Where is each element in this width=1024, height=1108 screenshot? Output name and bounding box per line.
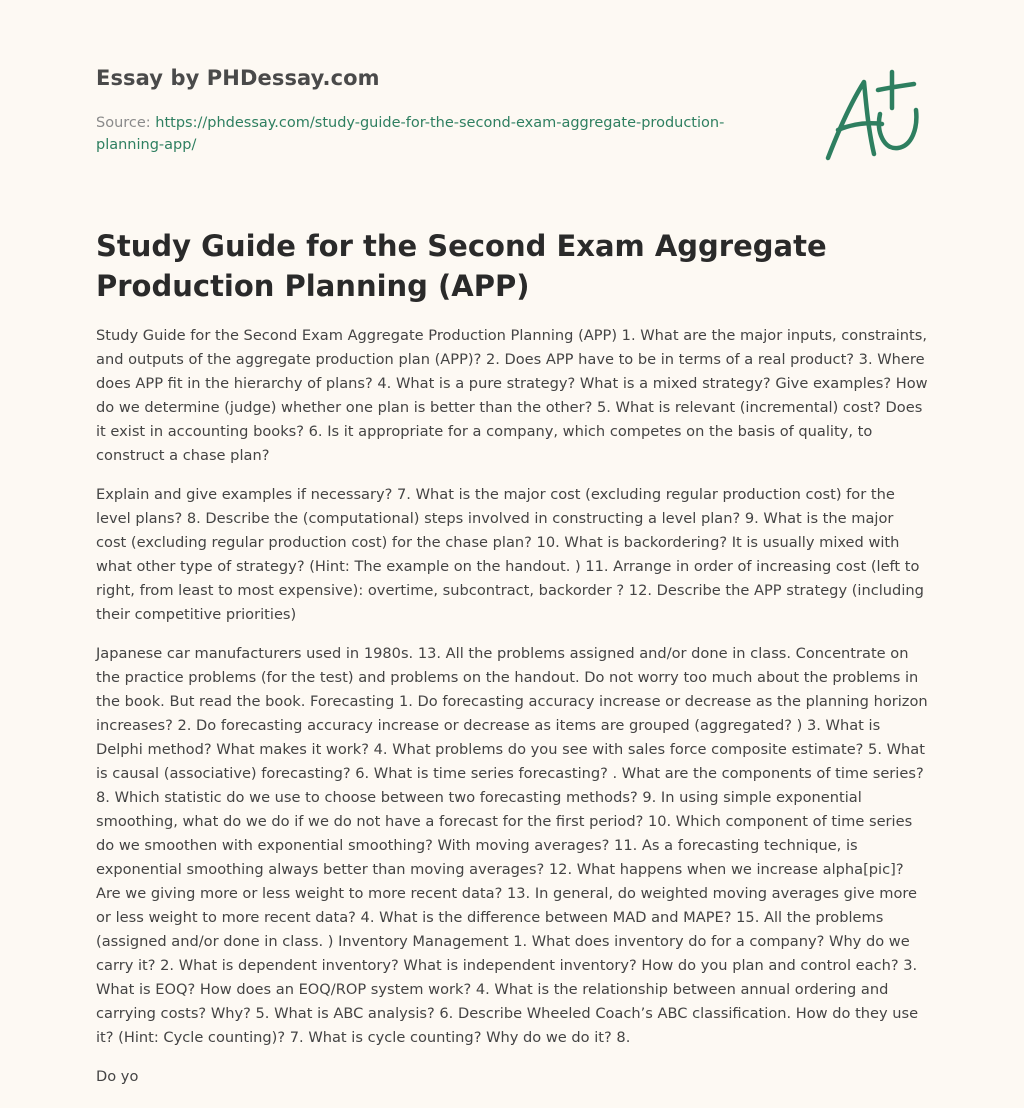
source-label: Source: xyxy=(96,115,151,131)
body-paragraph: Explain and give examples if necessary? 7. What is the major cost (excluding regular production cost) for the level plans? 8. Describe the (computational) steps involved in constructing a level plan? 9. What is the major cost (excluding regular production cost) for the chase plan? 10. What is backordering? It is usually mixed with what other type of strategy? (Hint: The example on the handout. ) 11. Arrange in order of increasing cost (left to right, from least to most expensive): overtime, subcontract, backorder ? 12. Describe the APP strategy (including their competitive priorities) xyxy=(96,486,924,623)
body-paragraph-truncated: Do yo xyxy=(96,1068,139,1085)
body-paragraph: Japanese car manufacturers used in 1980s. 13. All the problems assigned and/or done in class. Concentrate on the practice problems (for the test) and problems on the handout. Do not worry too much about the problems in the book. But read the book. Forecasting 1. Do forecasting accuracy increase or decrease as the planning horizon increases? 2. Do forecasting accuracy increase or decrease as items are grouped (aggregated? ) 3. What is Delphi method? What makes it work? 4. What problems do you see with sales force composite estimate? 5. What is causal (associative) forecasting? 6. What is time series forecasting? . What are the components of time series? 8. Which statistic do we use to choose between two forecasting methods? 9. In using simple exponential smoothing, what do we do if we do not have a forecast for the first period? 10. Which component of time series do we smoothen with exponential smoothing? With moving averages? 11. As a forecasting technique, is exponential smoothing always better than moving averages? 12. What happens when we increase alpha[pic]? Are we giving more or less weight to more recent data? 13. In general, do weighted moving averages give more or less weight to more recent data? 4. What is the difference between MAD and MAPE? 15. All the problems (assigned and/or done in class. ) Inventory Management 1. What does inventory do for a company? Why do we carry it? 2. What is dependent inventory? What is independent inventory? How do you plan and control each? 3. What is EOQ? How does an EOQ/ROP system work? 4. What is the relationship between annual ordering and carrying costs? Why? 5. What is ABC analysis? 6. Describe Wheeled Coach’s ABC classification. How do they use it? (Hint: Cycle counting)? 7. What is cycle counting? Why do we do it? 8. xyxy=(96,645,928,1046)
body-paragraph: Study Guide for the Second Exam Aggregate Production Planning (APP) 1. What are the major inputs, constraints, and outputs of the aggregate production plan (APP)? 2. Does APP have to be in terms of a real product? 3. Where does APP fit in the hierarchy of plans? 4. What is a pure strategy? What is a mixed strategy? Give examples? How do we determine (judge) whether one plan is better than the other? 5. What is relevant (incremental) cost? Does it exist in accounting books? 6. Is it appropriate for a company, which competes on the basis of quality, to construct a chase plan? xyxy=(96,327,928,464)
source-line xyxy=(96,112,776,156)
source-link[interactable]: https://phdessay.com/study-guide-for-the-second-exam-aggregate-production-planning-app/ xyxy=(96,115,725,153)
site-title: Essay by PHDessay.com xyxy=(96,66,380,90)
a-plus-logo-icon xyxy=(822,68,926,164)
document-title: Study Guide for the Second Exam Aggregate Production Planning (APP) xyxy=(96,229,827,303)
document-body xyxy=(96,324,928,1104)
